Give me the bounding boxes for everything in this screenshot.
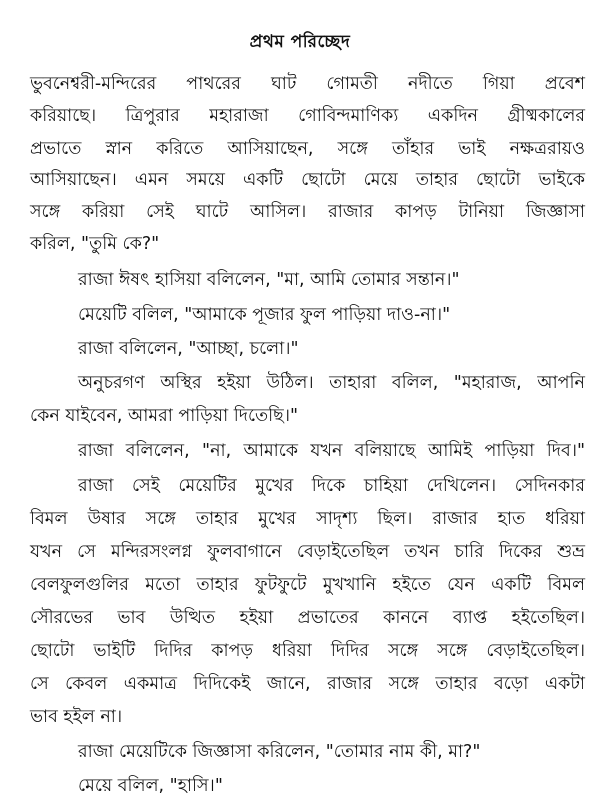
text-line: রাজা বলিলেন, "আচ্ছা, চলো।" [78, 339, 299, 359]
text-line: সঙ্গে করিয়া সেই ঘাটে আসিল। রাজার কাপড় টানিয়া জিজ্ঞাসা [30, 202, 585, 222]
text-line: করিয়াছে। ত্রিপুরার মহারাজা গোবিন্দমাণিক্য একদিন গ্রীষ্মকালের [30, 106, 585, 126]
text-line: ভাব হইল না। [30, 707, 123, 727]
text-line: রাজা মেয়েটিকে জিজ্ঞাসা করিলেন, "তোমার নাম কী, মা?" [78, 742, 481, 762]
text-line: অনুচরগণ অস্থির হইয়া উঠিল। তাহারা বলিল, "মহারাজ, আপনি [78, 373, 585, 393]
text-line: রাজা বলিলেন, "না, আমাকে যখন বলিয়াছে আমিই পাড়িয়া দিব।" [78, 441, 585, 461]
text-line: রাজা সেই মেয়েটির মুখের দিকে চাহিয়া দেখিলেন। সেদিনকার [78, 476, 585, 496]
text-line: ভুবনেশ্বরী-মন্দিরের পাথরের ঘাট গোমতী নদীতে গিয়া প্রবেশ [30, 74, 585, 94]
text-line: বেলফুলগুলির মতো তাহার ফুটফুটে মুখখানি হইতে যেন একটি বিমল [30, 575, 585, 595]
chapter-title: প্রথম পরিচ্ছেদ [249, 32, 351, 52]
text-line: রাজা ঈষৎ হাসিয়া বলিলেন, "মা, আমি তোমার সন্তান।" [78, 270, 460, 290]
text-line: প্রভাতে স্নান করিতে আসিয়াছেন, সঙ্গে তাঁহার ভাই নক্ষত্ররায়ও [30, 139, 585, 159]
text-line: কেন যাইবেন, আমরা পাড়িয়া দিতেছি।" [30, 406, 299, 426]
text-line: সৌরভের ভাব উত্থিত হইয়া প্রভাতের কাননে ব্যাপ্ত হইতেছিল। [30, 608, 585, 628]
text-line: মেয়ে বলিল, "হাসি।" [78, 776, 223, 796]
text-line: করিল, "তুমি কে?" [30, 234, 160, 254]
text-line: সে কেবল একমাত্র দিদিকেই জানে, রাজার সঙ্গে তাহার বড়ো একটা [30, 674, 585, 694]
text-line: বিমল উষার সঙ্গে তাহার মুখের সাদৃশ্য ছিল। রাজার হাত ধরিয়া [30, 509, 585, 529]
text-line: ছোটো ভাইটি দিদির কাপড় ধরিয়া দিদির সঙ্গে সঙ্গে বেড়াইতেছিল। [30, 641, 585, 661]
text-line: যখন সে মন্দিরসংলগ্ন ফুলবাগানে বেড়াইতেছিল তখন চারি দিকের শুভ্র [30, 542, 585, 562]
text-line: আসিয়াছেন। এমন সময়ে একটি ছোটো মেয়ে তাহার ছোটো ভাইকে [30, 170, 585, 190]
text-line: মেয়েটি বলিল, "আমাকে পূজার ফুল পাড়িয়া দাও-না।" [78, 305, 451, 325]
